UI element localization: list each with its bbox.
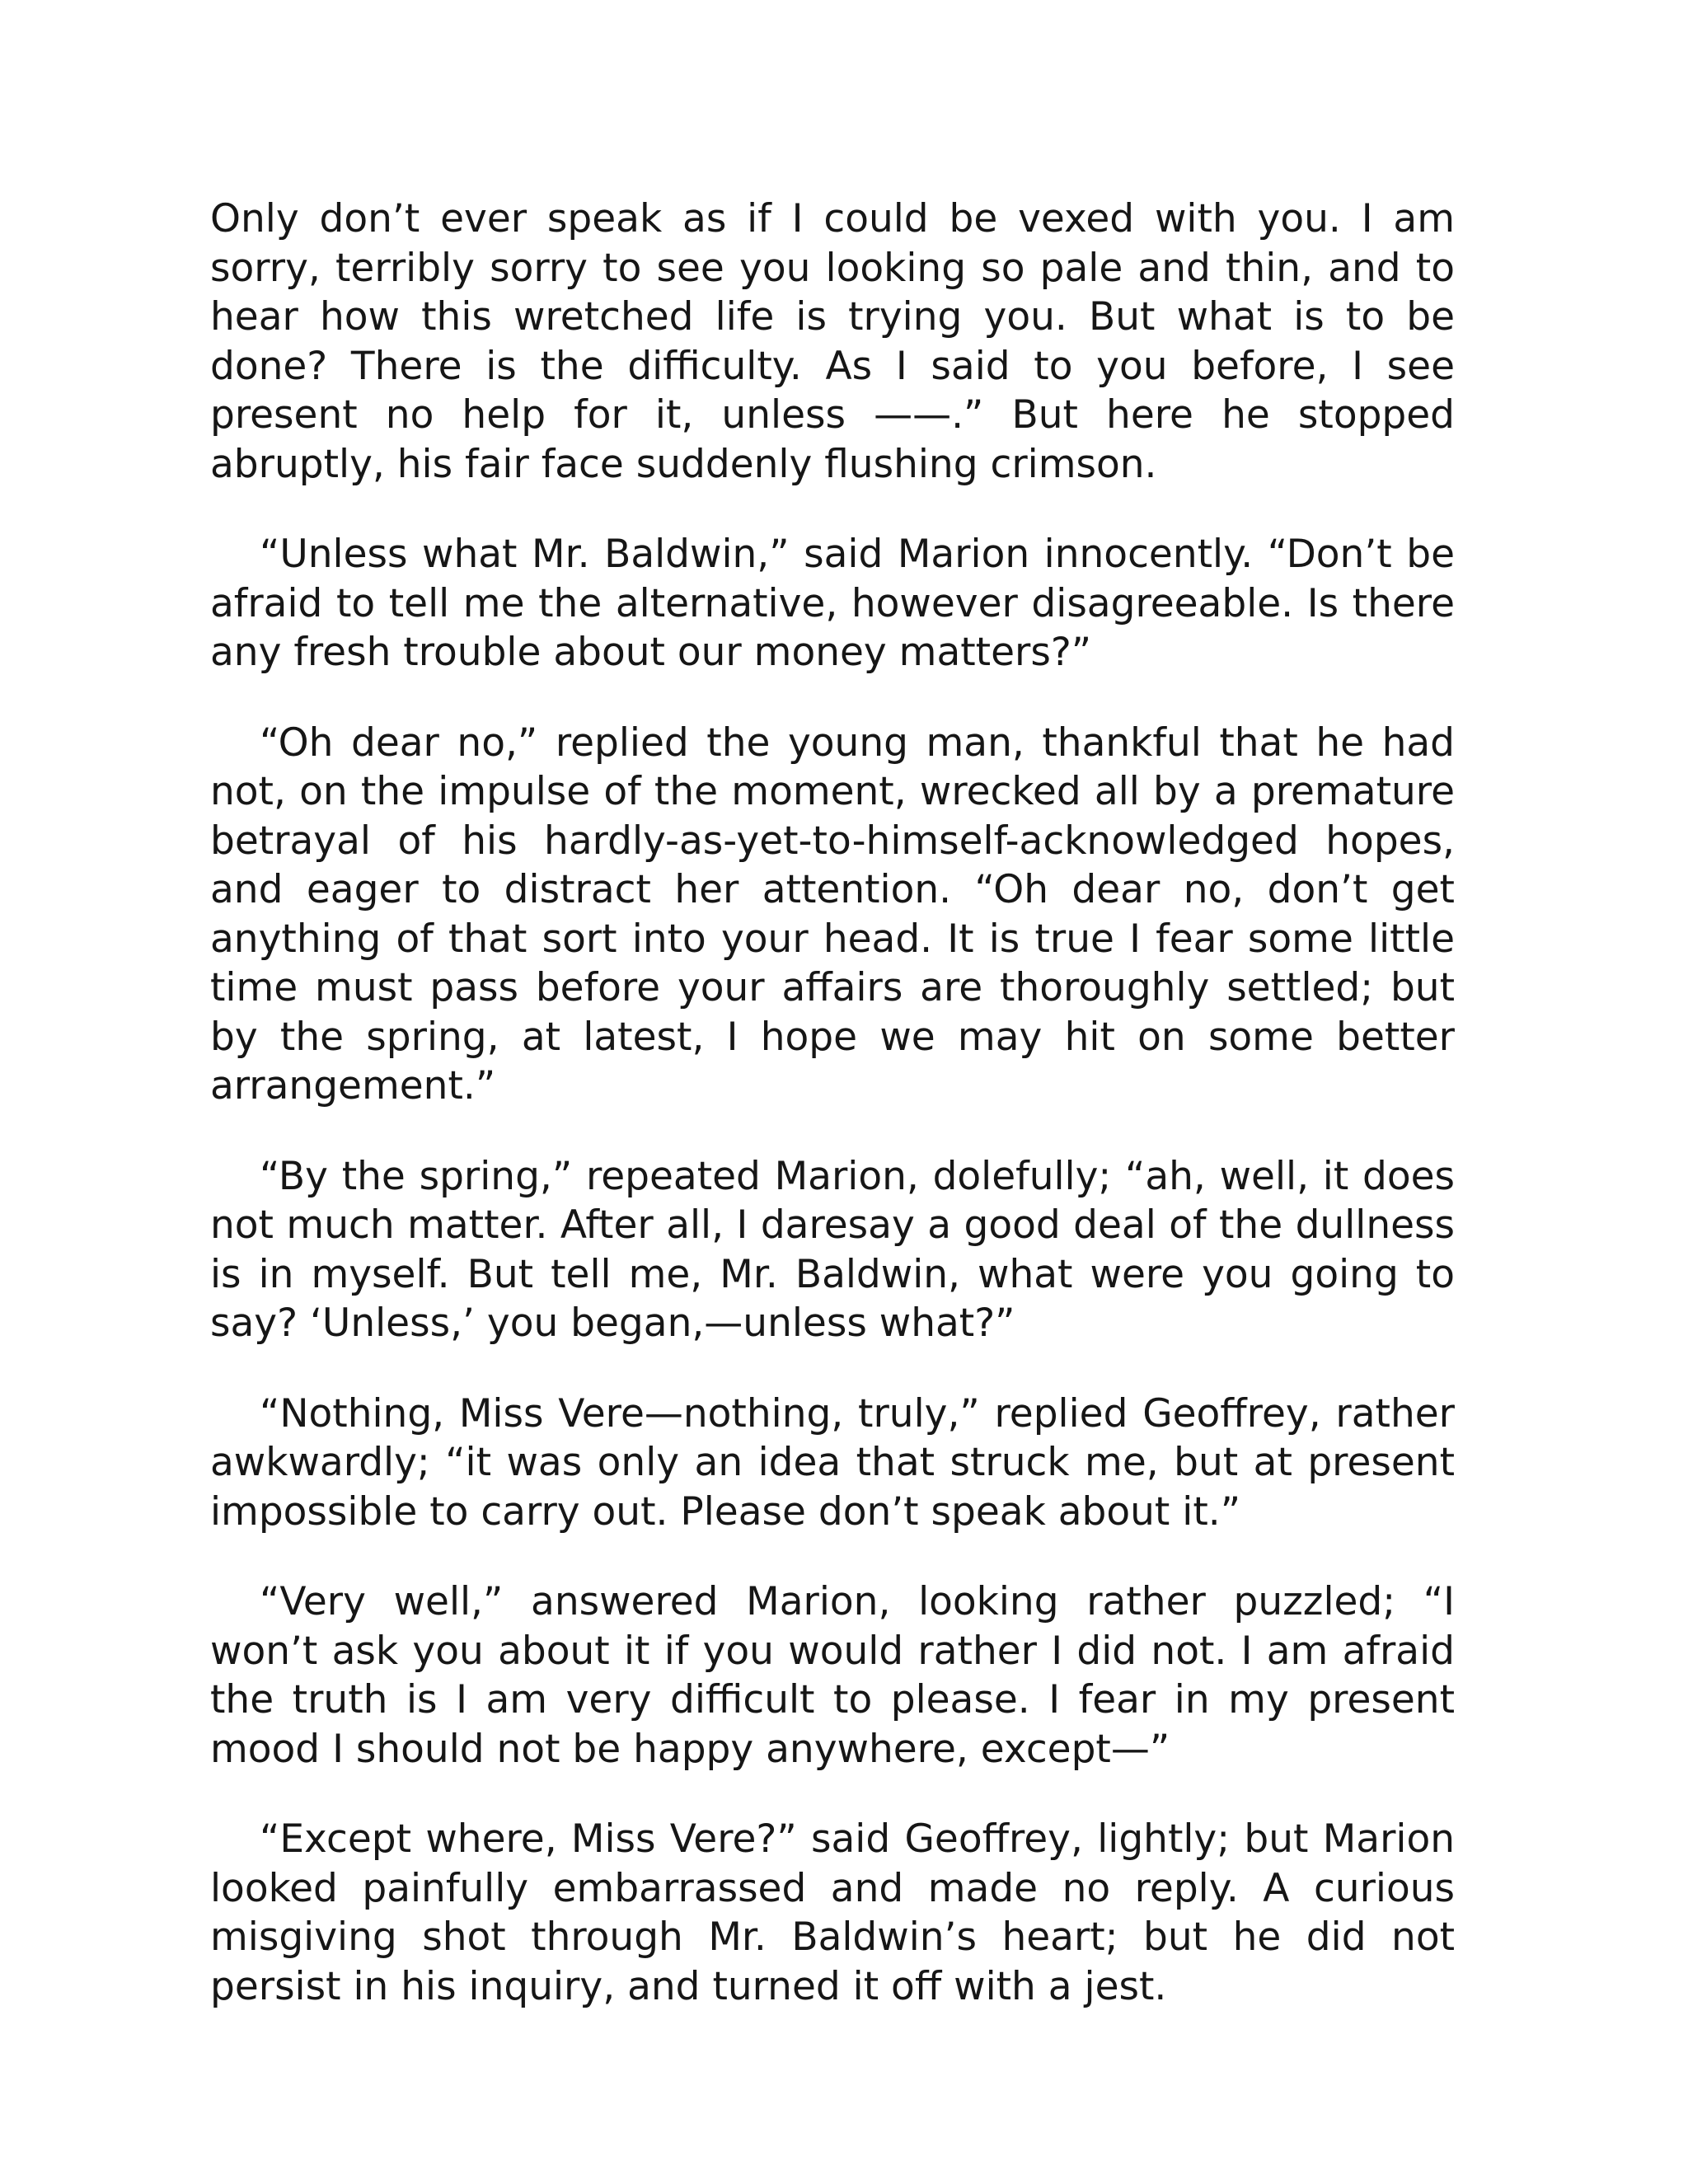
paragraph-6: “Very well,” answered Marion, looking rather puzzled; “I won’t ask you about it if you would rather I did not. I am afraid the truth is I am very difficult to please. I fear in my present mood I should not be happy anywhere, except—” xyxy=(210,1579,1455,1772)
paragraph-7: “Except where, Miss Vere?” said Geoffrey, lightly; but Marion looked painfully embarrassed and made no reply. A curious misgiving shot through Mr. Baldwin’s heart; but he did not persist in his inquiry, and turned it off with a jest. xyxy=(210,1816,1455,2009)
paragraph-3: “Oh dear no,” replied the young man, thankful that he had not, on the impulse of the moment, wrecked all by a premature betrayal of his hardly-as-yet-to-himself-acknowledged hopes, and eager to distract her attention. “Oh dear no, don’t get anything of that sort into your head. It is true I fear some little time must pass before your affairs are thoroughly settled; but by the spring, at latest, I hope we may hit on some better arrangement.” xyxy=(210,719,1455,1108)
paragraph-1: Only don’t ever speak as if I could be vexed with you. I am sorry, terribly sorry to see you looking so pale and thin, and to hear how this wretched life is trying you. But what is to be done? There is the difficulty. As I said to you before, I see present no help for it, unless ——.” But here he stopped abruptly, his fair face suddenly flushing crimson. xyxy=(210,196,1455,487)
paragraph-5: “Nothing, Miss Vere—nothing, truly,” replied Geoffrey, rather awkwardly; “it was only an idea that struck me, but at present impossible to carry out. Please don’t speak about it.” xyxy=(210,1390,1455,1535)
paragraph-2: “Unless what Mr. Baldwin,” said Marion innocently. “Don’t be afraid to tell me the alternative, however disagreeable. Is there any fresh trouble about our money matters?” xyxy=(210,532,1455,675)
paragraph-4: “By the spring,” repeated Marion, dolefully; “ah, well, it does not much matter. After all, I daresay a good deal of the dullness is in myself. But tell me, Mr. Baldwin, what were you going to say? ‘Unless,’ you began,—unless what?” xyxy=(210,1153,1455,1346)
book-page xyxy=(210,194,1455,2052)
